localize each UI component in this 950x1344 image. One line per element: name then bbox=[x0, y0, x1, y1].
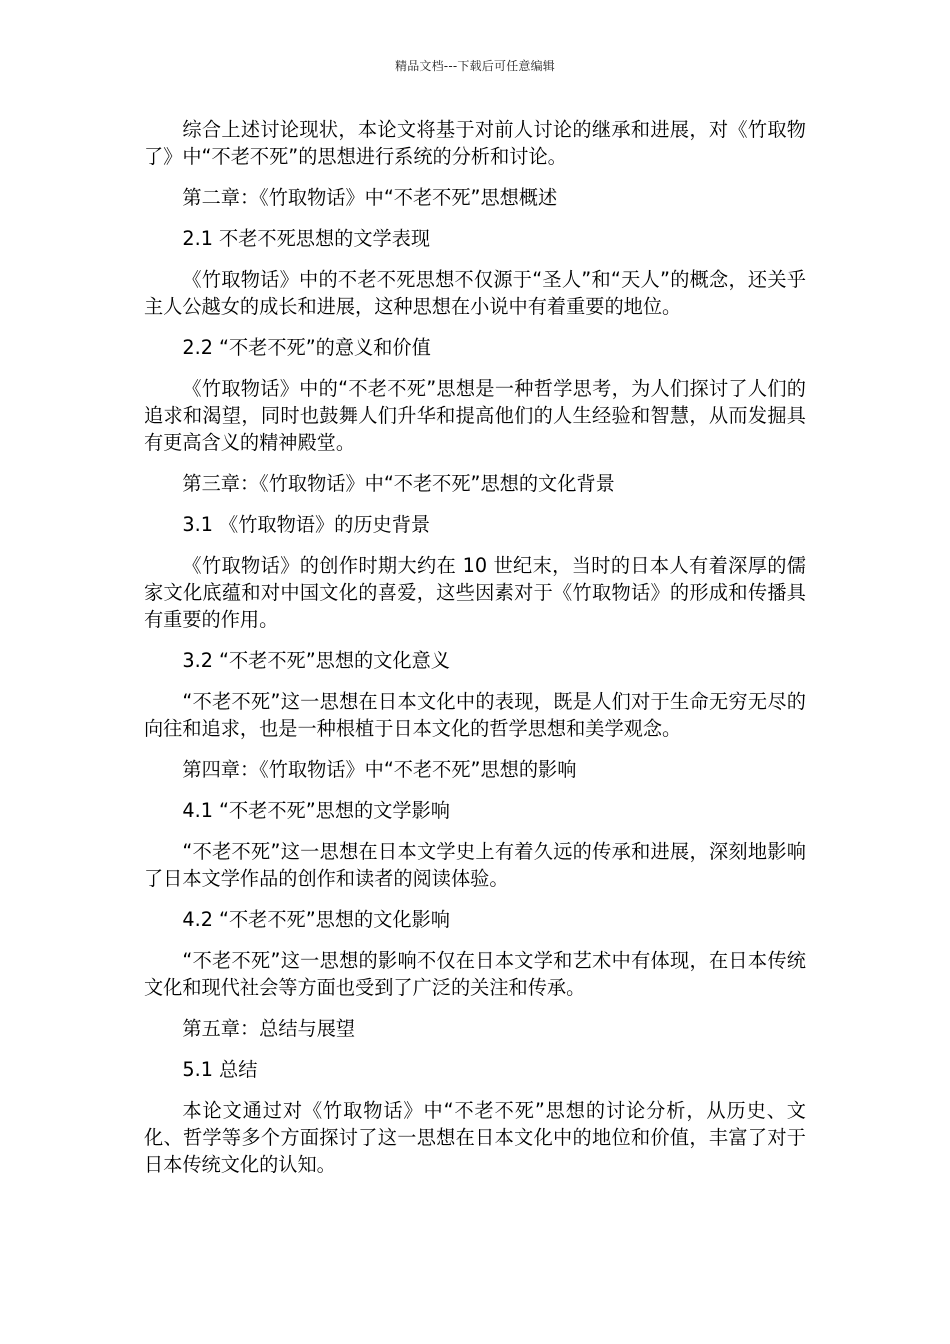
paragraph: “不老不死”这一思想的影响不仅在日本文学和艺术中有体现，在日本传统文化和现代社会等方面也受到了广泛的关注和传承。 bbox=[144, 949, 806, 999]
section-heading: 4.2 “不老不死”思想的文化影响 bbox=[182, 908, 450, 931]
paragraph: 本论文通过对《竹取物话》中“不老不死”思想的讨论分析，从历史、文化、哲学等多个方面探讨了这一思想在日本文化中的地位和价值，丰富了对于日本传统文化的认知。 bbox=[144, 1099, 806, 1176]
paragraph: “不老不死”这一思想在日本文化中的表现，既是人们对于生命无穷无尽的向往和追求，也是一种根植于日本文化的哲学思想和美学观念。 bbox=[144, 690, 806, 740]
chapter-heading: 第五章：总结与展望 bbox=[182, 1017, 356, 1040]
section-heading: 4.1 “不老不死”思想的文学影响 bbox=[182, 799, 450, 822]
paragraph: “不老不死”这一思想在日本文学史上有着久远的传承和进展，深刻地影响了日本文学作品的创作和读者的阅读体验。 bbox=[144, 840, 806, 890]
paragraph: 《竹取物话》的创作时期大约在 10 世纪末，当时的日本人有着深厚的儒家文化底蕴和对中国文化的喜爱，这些因素对于《竹取物话》的形成和传播具有重要的作用。 bbox=[144, 554, 806, 631]
section-heading: 3.2 “不老不死”思想的文化意义 bbox=[182, 649, 450, 672]
document-body bbox=[144, 116, 806, 1192]
chapter-heading: 第三章：《竹取物话》中“不老不死”思想的文化背景 bbox=[182, 472, 615, 495]
section-heading: 3.1 《竹取物语》的历史背景 bbox=[182, 513, 431, 536]
section-heading: 5.1 总结 bbox=[182, 1058, 258, 1081]
section-heading: 2.1 不老不死思想的文学表现 bbox=[182, 227, 431, 250]
paragraph: 《竹取物话》中的不老不死思想不仅源于“圣人”和“天人”的概念，还关乎主人公越女的成长和进展，这种思想在小说中有着重要的地位。 bbox=[144, 268, 806, 318]
chapter-heading: 第二章：《竹取物话》中“不老不死”思想概述 bbox=[182, 186, 558, 209]
paragraph: 《竹取物话》中的“不老不死”思想是一种哲学思考，为人们探讨了人们的追求和渴望，同时也鼓舞人们升华和提高他们的人生经验和智慧，从而发掘具有更高含义的精神殿堂。 bbox=[144, 377, 806, 454]
chapter-heading: 第四章：《竹取物话》中“不老不死”思想的影响 bbox=[182, 758, 577, 781]
section-heading: 2.2 “不老不死”的意义和价值 bbox=[182, 336, 431, 359]
paragraph: 综合上述讨论现状，本论文将基于对前人讨论的继承和进展，对《竹取物了》中“不老不死”的思想进行系统的分析和讨论。 bbox=[144, 118, 806, 168]
page-header: 精品文档---下载后可任意编辑 bbox=[395, 59, 555, 73]
